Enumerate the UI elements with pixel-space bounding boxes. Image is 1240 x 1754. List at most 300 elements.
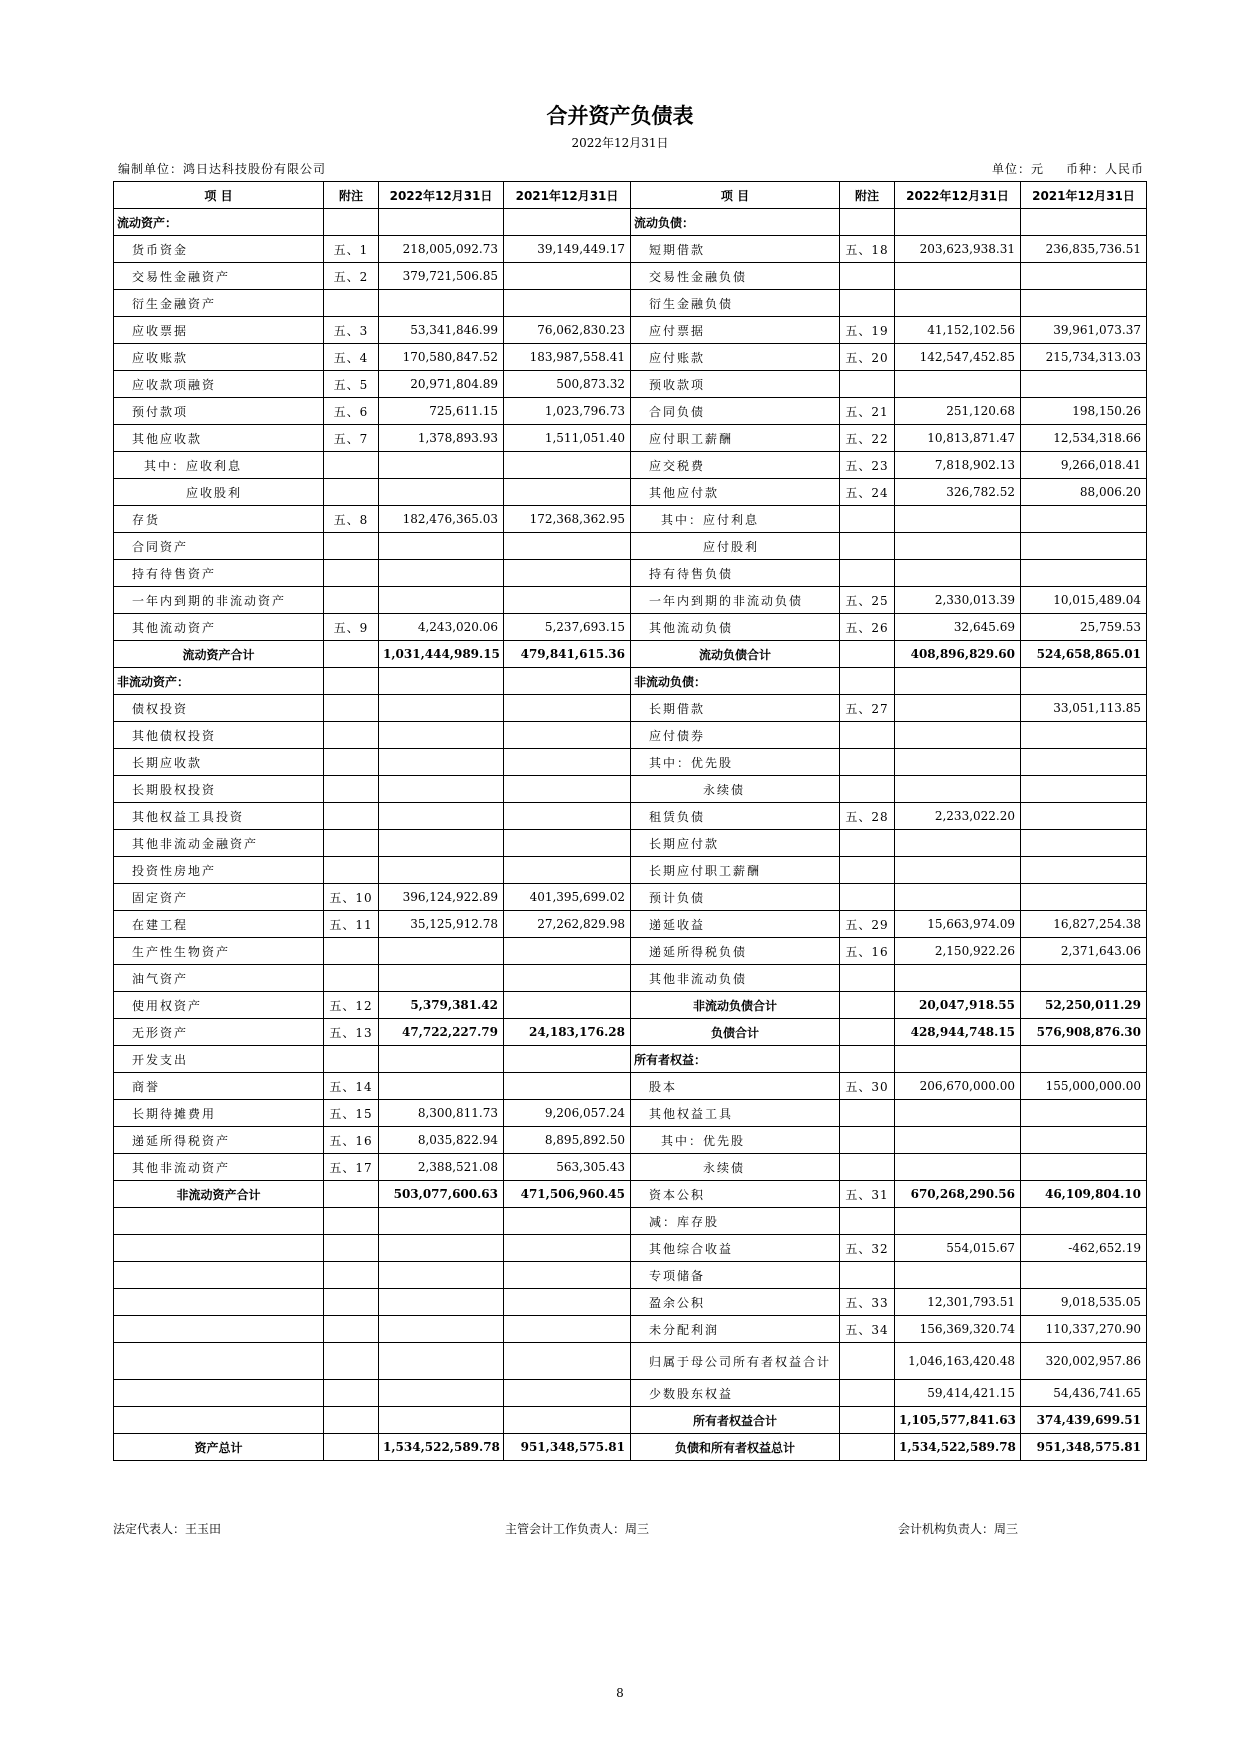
liability-item-name: 合同负债 (631, 398, 840, 425)
asset-item-name: 应收股利 (114, 479, 324, 506)
liability-value-2022 (895, 1100, 1021, 1127)
liability-value-2022: 1,046,163,420.48 (895, 1343, 1021, 1380)
header-item: 项 目 (631, 182, 840, 209)
asset-item-name: 持有待售资产 (114, 560, 324, 587)
asset-note (324, 479, 379, 506)
asset-note: 五、11 (324, 911, 379, 938)
asset-note (324, 290, 379, 317)
asset-item-name: 存货 (114, 506, 324, 533)
asset-note (324, 1316, 379, 1343)
asset-value-2021: 401,395,699.02 (504, 884, 631, 911)
liability-value-2022 (895, 263, 1021, 290)
header-item: 项 目 (114, 182, 324, 209)
table-row (114, 803, 1147, 830)
asset-value-2022: 4,243,020.06 (379, 614, 504, 641)
liability-value-2022 (895, 857, 1021, 884)
asset-item-name: 资产总计 (114, 1434, 324, 1461)
table-row (114, 1046, 1147, 1073)
liability-value-2021: 39,961,073.37 (1021, 317, 1147, 344)
table-row (114, 1208, 1147, 1235)
asset-value-2021: 479,841,615.36 (504, 641, 631, 668)
liability-item-name: 其他权益工具 (631, 1100, 840, 1127)
unit: 单位：元 (991, 162, 1044, 176)
header-2022: 2022年12月31日 (379, 182, 504, 209)
table-row (114, 290, 1147, 317)
liability-value-2022 (895, 668, 1021, 695)
asset-note: 五、12 (324, 992, 379, 1019)
asset-value-2021 (504, 1380, 631, 1407)
liability-note: 五、32 (840, 1235, 895, 1262)
header-2021: 2021年12月31日 (1021, 182, 1147, 209)
asset-item-name (114, 1380, 324, 1407)
liability-value-2022: 156,369,320.74 (895, 1316, 1021, 1343)
asset-value-2021: 471,506,960.45 (504, 1181, 631, 1208)
asset-item-name: 在建工程 (114, 911, 324, 938)
asset-value-2022 (379, 560, 504, 587)
asset-note (324, 965, 379, 992)
liability-value-2022: 554,015.67 (895, 1235, 1021, 1262)
asset-value-2021 (504, 965, 631, 992)
asset-item-name: 递延所得税资产 (114, 1127, 324, 1154)
liability-value-2022: 1,534,522,589.78 (895, 1434, 1021, 1461)
liability-value-2021: 155,000,000.00 (1021, 1073, 1147, 1100)
table-row (114, 1343, 1147, 1380)
liability-value-2021 (1021, 857, 1147, 884)
asset-value-2021 (504, 857, 631, 884)
liability-value-2021 (1021, 803, 1147, 830)
asset-value-2021 (504, 1262, 631, 1289)
header-2022: 2022年12月31日 (895, 182, 1021, 209)
liability-value-2022: 1,105,577,841.63 (895, 1407, 1021, 1434)
asset-value-2021: 9,206,057.24 (504, 1100, 631, 1127)
liability-value-2022: 251,120.68 (895, 398, 1021, 425)
liability-value-2021: 33,051,113.85 (1021, 695, 1147, 722)
liability-value-2021 (1021, 776, 1147, 803)
table-row (114, 1100, 1147, 1127)
asset-value-2022 (379, 668, 504, 695)
liability-note (840, 1380, 895, 1407)
liability-item-name: 其他非流动负债 (631, 965, 840, 992)
liability-value-2021 (1021, 1046, 1147, 1073)
asset-value-2021: 5,237,693.15 (504, 614, 631, 641)
liability-note (840, 371, 895, 398)
liability-item-name: 负债和所有者权益总计 (631, 1434, 840, 1461)
asset-note (324, 803, 379, 830)
asset-item-name: 使用权资产 (114, 992, 324, 1019)
liability-item-name: 专项储备 (631, 1262, 840, 1289)
liability-item-name: 其他综合收益 (631, 1235, 840, 1262)
asset-value-2022: 503,077,600.63 (379, 1181, 504, 1208)
accounting-dept-head: 会计机构负责人：周三 (898, 1522, 1019, 1536)
liability-item-name: 其他流动负债 (631, 614, 840, 641)
table-row (114, 641, 1147, 668)
asset-value-2021: 76,062,830.23 (504, 317, 631, 344)
asset-item-name (114, 1289, 324, 1316)
liability-note (840, 992, 895, 1019)
liability-note (840, 668, 895, 695)
asset-value-2021: 24,183,176.28 (504, 1019, 631, 1046)
table-row (114, 1316, 1147, 1343)
liability-value-2022 (895, 1262, 1021, 1289)
table-row (114, 479, 1147, 506)
liability-value-2022 (895, 695, 1021, 722)
liability-note (840, 1208, 895, 1235)
asset-value-2021 (504, 803, 631, 830)
asset-value-2022: 396,124,922.89 (379, 884, 504, 911)
table-row (114, 1262, 1147, 1289)
asset-note: 五、7 (324, 425, 379, 452)
liability-item-name: 其中：应付利息 (631, 506, 840, 533)
table-row (114, 560, 1147, 587)
asset-value-2022 (379, 803, 504, 830)
asset-value-2022 (379, 776, 504, 803)
table-row (114, 1407, 1147, 1434)
liability-value-2022: 12,301,793.51 (895, 1289, 1021, 1316)
asset-value-2022: 8,035,822.94 (379, 1127, 504, 1154)
liability-note: 五、24 (840, 479, 895, 506)
liability-value-2022 (895, 290, 1021, 317)
asset-value-2021: 172,368,362.95 (504, 506, 631, 533)
liability-item-name: 盈余公积 (631, 1289, 840, 1316)
liability-item-name: 长期借款 (631, 695, 840, 722)
liability-value-2021 (1021, 668, 1147, 695)
asset-item-name: 其他应收款 (114, 425, 324, 452)
asset-value-2021: 1,511,051.40 (504, 425, 631, 452)
page-number: 8 (616, 1686, 624, 1700)
liability-note: 五、21 (840, 398, 895, 425)
liability-value-2022 (895, 1154, 1021, 1181)
asset-value-2022 (379, 290, 504, 317)
liability-value-2021: 52,250,011.29 (1021, 992, 1147, 1019)
liability-note (840, 1019, 895, 1046)
liability-value-2021: 320,002,957.86 (1021, 1343, 1147, 1380)
liability-note (840, 209, 895, 236)
asset-note (324, 641, 379, 668)
table-row (114, 965, 1147, 992)
asset-note: 五、16 (324, 1127, 379, 1154)
liability-value-2022: 32,645.69 (895, 614, 1021, 641)
asset-value-2021 (504, 830, 631, 857)
liability-value-2021: 16,827,254.38 (1021, 911, 1147, 938)
liability-value-2022 (895, 560, 1021, 587)
table-row (114, 992, 1147, 1019)
liability-value-2021 (1021, 533, 1147, 560)
asset-value-2021: 27,262,829.98 (504, 911, 631, 938)
asset-value-2021 (504, 263, 631, 290)
liability-value-2022: 2,330,013.39 (895, 587, 1021, 614)
asset-note: 五、10 (324, 884, 379, 911)
liability-note: 五、23 (840, 452, 895, 479)
table-row (114, 749, 1147, 776)
table-row (114, 695, 1147, 722)
asset-item-name: 长期应收款 (114, 749, 324, 776)
liability-value-2021: 524,658,865.01 (1021, 641, 1147, 668)
liability-note: 五、27 (840, 695, 895, 722)
liability-value-2021 (1021, 506, 1147, 533)
asset-note (324, 1434, 379, 1461)
liability-item-name: 少数股东权益 (631, 1380, 840, 1407)
liability-note: 五、28 (840, 803, 895, 830)
asset-value-2022 (379, 1046, 504, 1073)
asset-value-2021: 39,149,449.17 (504, 236, 631, 263)
liability-note: 五、25 (840, 587, 895, 614)
liability-item-name: 递延所得税负债 (631, 938, 840, 965)
liability-item-name: 应付股利 (631, 533, 840, 560)
asset-item-name: 流动资产： (114, 209, 324, 236)
asset-value-2021: 563,305.43 (504, 1154, 631, 1181)
asset-value-2021 (504, 452, 631, 479)
liability-value-2021: 374,439,699.51 (1021, 1407, 1147, 1434)
liability-value-2022: 203,623,938.31 (895, 236, 1021, 263)
table-row (114, 317, 1147, 344)
liability-value-2022 (895, 533, 1021, 560)
liability-item-name: 应付债券 (631, 722, 840, 749)
liability-value-2022: 326,782.52 (895, 479, 1021, 506)
asset-note (324, 668, 379, 695)
liability-value-2022: 408,896,829.60 (895, 641, 1021, 668)
asset-item-name (114, 1407, 324, 1434)
asset-value-2021 (504, 560, 631, 587)
liability-item-name: 流动负债： (631, 209, 840, 236)
liability-note (840, 830, 895, 857)
asset-note: 五、5 (324, 371, 379, 398)
liability-item-name: 递延收益 (631, 911, 840, 938)
asset-item-name: 生产性生物资产 (114, 938, 324, 965)
asset-note (324, 560, 379, 587)
asset-note (324, 1289, 379, 1316)
table-row (114, 371, 1147, 398)
table-row (114, 776, 1147, 803)
asset-value-2022 (379, 965, 504, 992)
liability-value-2022: 59,414,421.15 (895, 1380, 1021, 1407)
table-row (114, 911, 1147, 938)
asset-item-name: 其他债权投资 (114, 722, 324, 749)
asset-note (324, 857, 379, 884)
asset-item-name: 非流动资产： (114, 668, 324, 695)
table-row (114, 1181, 1147, 1208)
asset-note: 五、4 (324, 344, 379, 371)
liability-item-name: 其中：优先股 (631, 749, 840, 776)
asset-value-2021 (504, 722, 631, 749)
header-note: 附注 (840, 182, 895, 209)
liability-item-name: 预收款项 (631, 371, 840, 398)
liability-value-2022 (895, 1046, 1021, 1073)
liability-item-name: 衍生金融负债 (631, 290, 840, 317)
table-row (114, 1127, 1147, 1154)
liability-note (840, 1100, 895, 1127)
liability-value-2022 (895, 884, 1021, 911)
asset-value-2022: 1,378,893.93 (379, 425, 504, 452)
table-row (114, 236, 1147, 263)
liability-note (840, 965, 895, 992)
liability-item-name: 资本公积 (631, 1181, 840, 1208)
liability-value-2021: 12,534,318.66 (1021, 425, 1147, 452)
asset-note (324, 776, 379, 803)
asset-item-name: 无形资产 (114, 1019, 324, 1046)
liability-value-2021: 236,835,736.51 (1021, 236, 1147, 263)
liability-value-2022 (895, 1208, 1021, 1235)
liability-note: 五、33 (840, 1289, 895, 1316)
liability-value-2022 (895, 965, 1021, 992)
liability-note (840, 857, 895, 884)
liability-value-2021: 88,006.20 (1021, 479, 1147, 506)
asset-value-2022 (379, 452, 504, 479)
asset-item-name: 商誉 (114, 1073, 324, 1100)
liability-note: 五、26 (840, 614, 895, 641)
prepared-by: 编制单位：鸿日达科技股份有限公司 (118, 162, 327, 176)
liability-value-2022: 7,818,902.13 (895, 452, 1021, 479)
table-row (114, 425, 1147, 452)
liability-value-2021: 10,015,489.04 (1021, 587, 1147, 614)
table-row (114, 857, 1147, 884)
asset-item-name: 一年内到期的非流动资产 (114, 587, 324, 614)
liability-value-2022: 2,150,922.26 (895, 938, 1021, 965)
asset-value-2022 (379, 587, 504, 614)
liability-note (840, 533, 895, 560)
asset-item-name: 其中：应收利息 (114, 452, 324, 479)
liability-item-name: 租赁负债 (631, 803, 840, 830)
asset-value-2021: 1,023,796.73 (504, 398, 631, 425)
liability-value-2021: 110,337,270.90 (1021, 1316, 1147, 1343)
asset-value-2022: 8,300,811.73 (379, 1100, 504, 1127)
asset-value-2022 (379, 479, 504, 506)
asset-value-2021 (504, 533, 631, 560)
liability-item-name: 应付账款 (631, 344, 840, 371)
balance-sheet-table (113, 181, 1147, 1461)
asset-note (324, 1380, 379, 1407)
liability-item-name: 未分配利润 (631, 1316, 840, 1343)
liability-item-name: 股本 (631, 1073, 840, 1100)
table-body (114, 209, 1147, 1461)
liability-value-2021: 951,348,575.81 (1021, 1434, 1147, 1461)
table-row (114, 1073, 1147, 1100)
liability-value-2021 (1021, 749, 1147, 776)
liability-value-2021: 25,759.53 (1021, 614, 1147, 641)
asset-note (324, 1181, 379, 1208)
asset-value-2022 (379, 830, 504, 857)
header-2021: 2021年12月31日 (504, 182, 631, 209)
asset-note: 五、2 (324, 263, 379, 290)
asset-value-2022 (379, 1208, 504, 1235)
asset-value-2022: 20,971,804.89 (379, 371, 504, 398)
asset-note (324, 1208, 379, 1235)
asset-value-2021 (504, 1316, 631, 1343)
asset-value-2021 (504, 587, 631, 614)
table-row (114, 209, 1147, 236)
liability-note (840, 641, 895, 668)
asset-item-name (114, 1235, 324, 1262)
table-row (114, 1019, 1147, 1046)
liability-note: 五、18 (840, 236, 895, 263)
asset-note: 五、6 (324, 398, 379, 425)
asset-value-2021 (504, 992, 631, 1019)
liability-item-name: 一年内到期的非流动负债 (631, 587, 840, 614)
liability-item-name: 流动负债合计 (631, 641, 840, 668)
liability-note: 五、30 (840, 1073, 895, 1100)
table-row (114, 722, 1147, 749)
asset-note (324, 749, 379, 776)
page-title: 合并资产负债表 (546, 104, 694, 128)
table-row (114, 452, 1147, 479)
liability-item-name: 应付票据 (631, 317, 840, 344)
asset-item-name: 流动资产合计 (114, 641, 324, 668)
asset-item-name: 预付款项 (114, 398, 324, 425)
asset-value-2022: 35,125,912.78 (379, 911, 504, 938)
asset-value-2021 (504, 1407, 631, 1434)
table-row (114, 1434, 1147, 1461)
asset-value-2022 (379, 1235, 504, 1262)
liability-value-2022 (895, 749, 1021, 776)
asset-note (324, 209, 379, 236)
liability-value-2022 (895, 776, 1021, 803)
asset-value-2021 (504, 776, 631, 803)
asset-note (324, 533, 379, 560)
liability-note: 五、29 (840, 911, 895, 938)
liability-item-name: 非流动负债： (631, 668, 840, 695)
asset-value-2022 (379, 209, 504, 236)
liability-value-2022 (895, 1127, 1021, 1154)
asset-value-2022 (379, 857, 504, 884)
liability-value-2021 (1021, 209, 1147, 236)
liability-item-name: 负债合计 (631, 1019, 840, 1046)
asset-note (324, 1046, 379, 1073)
currency: 币种：人民币 (1065, 162, 1144, 176)
liability-note: 五、19 (840, 317, 895, 344)
asset-value-2022 (379, 749, 504, 776)
asset-value-2021 (504, 479, 631, 506)
asset-note: 五、17 (324, 1154, 379, 1181)
table-row (114, 884, 1147, 911)
liability-value-2021 (1021, 290, 1147, 317)
asset-value-2021 (504, 209, 631, 236)
liability-value-2021: 9,018,535.05 (1021, 1289, 1147, 1316)
asset-value-2022 (379, 1289, 504, 1316)
asset-note (324, 938, 379, 965)
liability-value-2021 (1021, 722, 1147, 749)
liability-note (840, 722, 895, 749)
liability-item-name: 永续债 (631, 776, 840, 803)
liability-item-name: 短期借款 (631, 236, 840, 263)
table-row (114, 344, 1147, 371)
liability-item-name: 其他应付款 (631, 479, 840, 506)
table-row (114, 830, 1147, 857)
asset-note: 五、8 (324, 506, 379, 533)
asset-value-2021: 500,873.32 (504, 371, 631, 398)
asset-item-name: 交易性金融资产 (114, 263, 324, 290)
liability-note (840, 1127, 895, 1154)
liability-note (840, 506, 895, 533)
asset-value-2022: 170,580,847.52 (379, 344, 504, 371)
table-row (114, 587, 1147, 614)
asset-item-name (114, 1208, 324, 1235)
asset-note (324, 1262, 379, 1289)
table-row (114, 938, 1147, 965)
liability-value-2021 (1021, 371, 1147, 398)
asset-value-2021 (504, 290, 631, 317)
asset-note (324, 830, 379, 857)
asset-value-2022 (379, 1343, 504, 1380)
liability-note (840, 290, 895, 317)
liability-item-name: 长期应付款 (631, 830, 840, 857)
liability-item-name: 非流动负债合计 (631, 992, 840, 1019)
table-row (114, 1235, 1147, 1262)
asset-value-2022 (379, 1407, 504, 1434)
liability-value-2021 (1021, 560, 1147, 587)
liability-note: 五、16 (840, 938, 895, 965)
asset-value-2021 (504, 938, 631, 965)
liability-note (840, 884, 895, 911)
liability-item-name: 归属于母公司所有者权益合计 (631, 1343, 840, 1380)
